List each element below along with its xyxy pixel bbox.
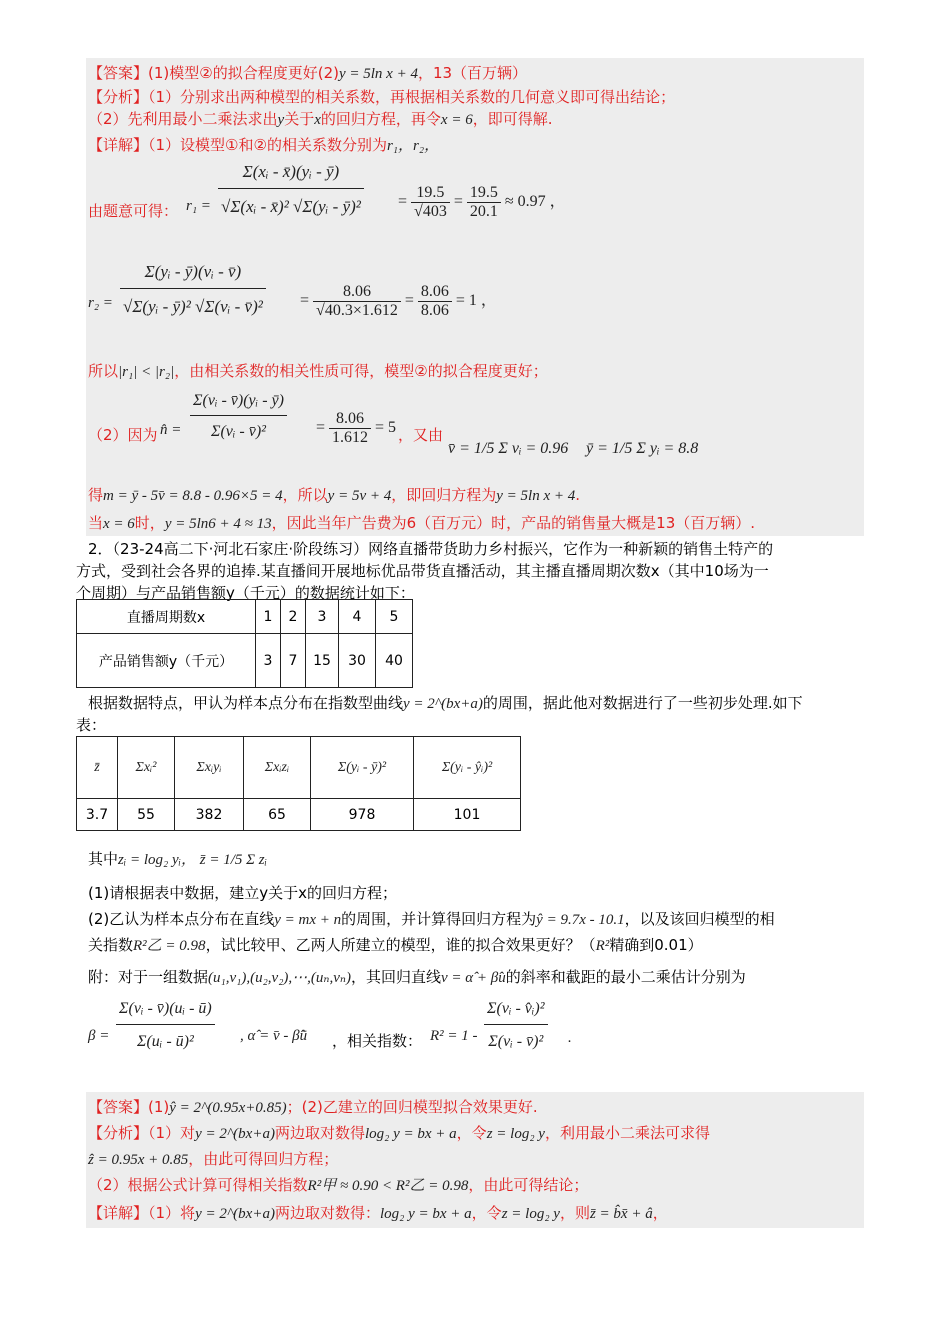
table2-value: 65 bbox=[244, 799, 311, 831]
table2-header: Σ(yᵢ - ŷᵢ)² bbox=[414, 737, 521, 799]
table2-value: 3.7 bbox=[77, 799, 118, 831]
question-2-line-1: (2)乙认为样本点分布在直线y = mx + n的周围，并计算得回归方程为ŷ = 9.7x - 10.1，以及该回归模型的相 bbox=[88, 910, 775, 928]
table2-header: Σxᵢzᵢ bbox=[244, 737, 311, 799]
so1-line: 所以|r₁| < |r₂|，由相关系数的相关性质可得，模型②的拟合程度更好； bbox=[88, 362, 548, 380]
table1-row2-label: 产品销售额y（千元） bbox=[77, 634, 256, 688]
table2-header: z̄ bbox=[77, 737, 118, 799]
r2-numerator: Σ(yᵢ - ȳ)(vᵢ - v̄) bbox=[120, 262, 266, 289]
table2-value: 101 bbox=[414, 799, 521, 831]
table1-cell: 3 bbox=[306, 600, 339, 634]
v-bar: v̄ = 1/5 Σ vᵢ = 0.96 bbox=[448, 440, 569, 457]
table2-header: Σxᵢyᵢ bbox=[175, 737, 244, 799]
where-line: 其中zᵢ = log₂ yᵢ， z̄ = 1/5 Σ zᵢ bbox=[88, 850, 268, 868]
answer-line: 【答案】(1)模型②的拟合程度更好(2)y = 5ln x + 4，13（百万辆） bbox=[88, 64, 528, 82]
p2-analysis-line-3: （2）根据公式计算可得相关指数R²甲 ≈ 0.90 < R²乙 = 0.98，由此可得结论； bbox=[88, 1176, 589, 1194]
table1-cell: 3 bbox=[256, 634, 281, 688]
r2-fraction-1 bbox=[120, 262, 266, 317]
table1-cell: 5 bbox=[376, 600, 413, 634]
r1-fraction-1 bbox=[218, 162, 364, 217]
y-bar: ȳ = 1/5 Σ yᵢ = 8.8 bbox=[586, 440, 699, 457]
question-2-line-2: 关指数R²乙 = 0.98，试比较甲、乙两人所建立的模型，谁的拟合效果更好？（R²精确到0.01） bbox=[88, 936, 703, 954]
p2-analysis-line-1: 【分析】（1）对y = 2^(bx+a)两边取对数得log₂ y = bx + a，令z = log₂ y，利用最小二乘法可求得 bbox=[88, 1124, 710, 1142]
alpha-hat: , α̂ = v̄ - β̂ū bbox=[240, 1028, 308, 1044]
you-you: ，又由 bbox=[398, 426, 444, 444]
r1-label: 由题意可得： bbox=[88, 202, 179, 220]
r1-denominator: √Σ(xᵢ - x̄)² √Σ(yᵢ - ȳ)² bbox=[221, 197, 361, 216]
table2-value: 55 bbox=[118, 799, 175, 831]
desc-line-2: 表： bbox=[76, 716, 107, 734]
table1-cell: 30 bbox=[339, 634, 376, 688]
q2-line-3: 个周期）与产品销售额y（千元）的数据统计如下： bbox=[76, 584, 415, 602]
r1-fraction-2: = $\frac{19.5}{√403}$ = $\frac{19.5}{20.1}$ ≈ 0.97 ， bbox=[398, 184, 566, 220]
r1-lhs: r₁ = bbox=[186, 198, 211, 214]
r1-result: ≈ 0.97 ， bbox=[504, 193, 566, 211]
table2-header: Σxᵢ² bbox=[118, 737, 175, 799]
table1-cell: 4 bbox=[339, 600, 376, 634]
p2-detail-line: 【详解】（1）将y = 2^(bx+a)两边取对数得：log₂ y = bx + a，令z = log₂ y，则z̄ = b̂x̄ + â， bbox=[88, 1204, 668, 1222]
r2-fraction-2: = $\frac{8.06}{√40.3\times 1.612}$ = $\frac{8.06}{8.06}$ = 1 ， bbox=[300, 283, 497, 319]
r2-formula-lhs: R² = 1 - bbox=[430, 1028, 478, 1044]
table1-cell: 1 bbox=[256, 600, 281, 634]
desc-line-1: 根据数据特点，甲认为样本点分布在指数型曲线y = 2^(bx+a)的周围，据此他对数据进行了一些初步处理.如下 bbox=[88, 694, 803, 712]
relation-label: ，相关指数： bbox=[332, 1032, 423, 1050]
attachment-line: 附：对于一组数据(u₁,v₁),(u₂,v₂),⋯,(uₙ,vₙ)，其回归直线v = α̂ + β̂u的斜率和截距的最小二乘估计分别为 bbox=[88, 968, 746, 986]
table2-header: Σ(yᵢ - ȳ)² bbox=[311, 737, 414, 799]
beta-fraction: $\frac{\text{Σ(vᵢ - v̄)(uᵢ - ū)}}{\text{Σ(uᵢ - ū)²}}$ bbox=[116, 1000, 215, 1051]
table1-cell: 15 bbox=[306, 634, 339, 688]
question-1: (1)请根据表中数据，建立y关于x的回归方程； bbox=[88, 884, 398, 902]
r2-lhs: r₂ = bbox=[88, 295, 113, 311]
analysis-line-2: （2）先利用最小二乘法求出y关于x的回归方程，再令x = 6，即可得解. bbox=[88, 110, 553, 128]
q2-line-2: 方式，受到社会各界的追捧.某直播间开展地标优品带货直播活动，其主播直播周期次数x（其中10场为一 bbox=[76, 562, 769, 580]
beta-lhs: β = bbox=[88, 1028, 110, 1044]
r2-result: = 1 ， bbox=[455, 292, 497, 310]
when-line: 当x = 6时，y = 5ln6 + 4 ≈ 13，因此当年广告费为6（百万元）时，产品的销售量大概是13（百万辆）. bbox=[88, 514, 756, 532]
analysis-line-1: 【分析】（1）分别求出两种模型的相关系数，再根据相关系数的几何意义即可得出结论； bbox=[88, 88, 676, 106]
p2-analysis-line-2: ẑ = 0.95x + 0.85，由此可得回归方程； bbox=[88, 1150, 339, 1168]
data-table-2 bbox=[76, 736, 521, 831]
r2-fraction: $\frac{\text{Σ(vᵢ - v̂ᵢ)²}}{\text{Σ(vᵢ - v̄)²}}$ bbox=[484, 1000, 548, 1051]
table1-cell: 7 bbox=[281, 634, 306, 688]
table2-value: 978 bbox=[311, 799, 414, 831]
r2-denominator: √Σ(yᵢ - ȳ)² √Σ(vᵢ - v̄)² bbox=[123, 297, 263, 316]
get-m-line: 得m = ȳ - 5v̄ = 8.8 - 0.96×5 = 4，所以y = 5v + 4，即回归方程为y = 5ln x + 4. bbox=[88, 486, 581, 504]
n-hat: n̂ = bbox=[160, 422, 182, 438]
detail-line-1: 【详解】（1）设模型①和②的相关系数分别为r₁，r₂， bbox=[88, 136, 440, 154]
table2-value: 382 bbox=[175, 799, 244, 831]
table1-cell: 2 bbox=[281, 600, 306, 634]
q2-line-1: 2．（23-24高二下·河北石家庄·阶段练习）网络直播带货助力乡村振兴，它作为一种新颖的销售土特产的 bbox=[88, 540, 774, 558]
table1-row1-label: 直播周期数x bbox=[77, 600, 256, 634]
nhat-fraction-2: = $\frac{8.06}{1.612}$ = 5 bbox=[316, 410, 397, 446]
part2-label: （2）因为 bbox=[88, 426, 158, 444]
table1-cell: 40 bbox=[376, 634, 413, 688]
p2-answer-line: 【答案】(1)ŷ = 2^(0.95x+0.85)；(2)乙建立的回归模型拟合效果更好. bbox=[88, 1098, 538, 1116]
data-table-1 bbox=[76, 599, 413, 688]
r2-dot: . bbox=[568, 1030, 572, 1046]
r1-numerator: Σ(xᵢ - x̄)(yᵢ - ȳ) bbox=[218, 162, 364, 189]
nhat-fraction-1: $\frac{\text{Σ(vᵢ - v̄)(yᵢ - ȳ)}}{\text{Σ(vᵢ - v̄)²}}$ bbox=[190, 392, 287, 441]
